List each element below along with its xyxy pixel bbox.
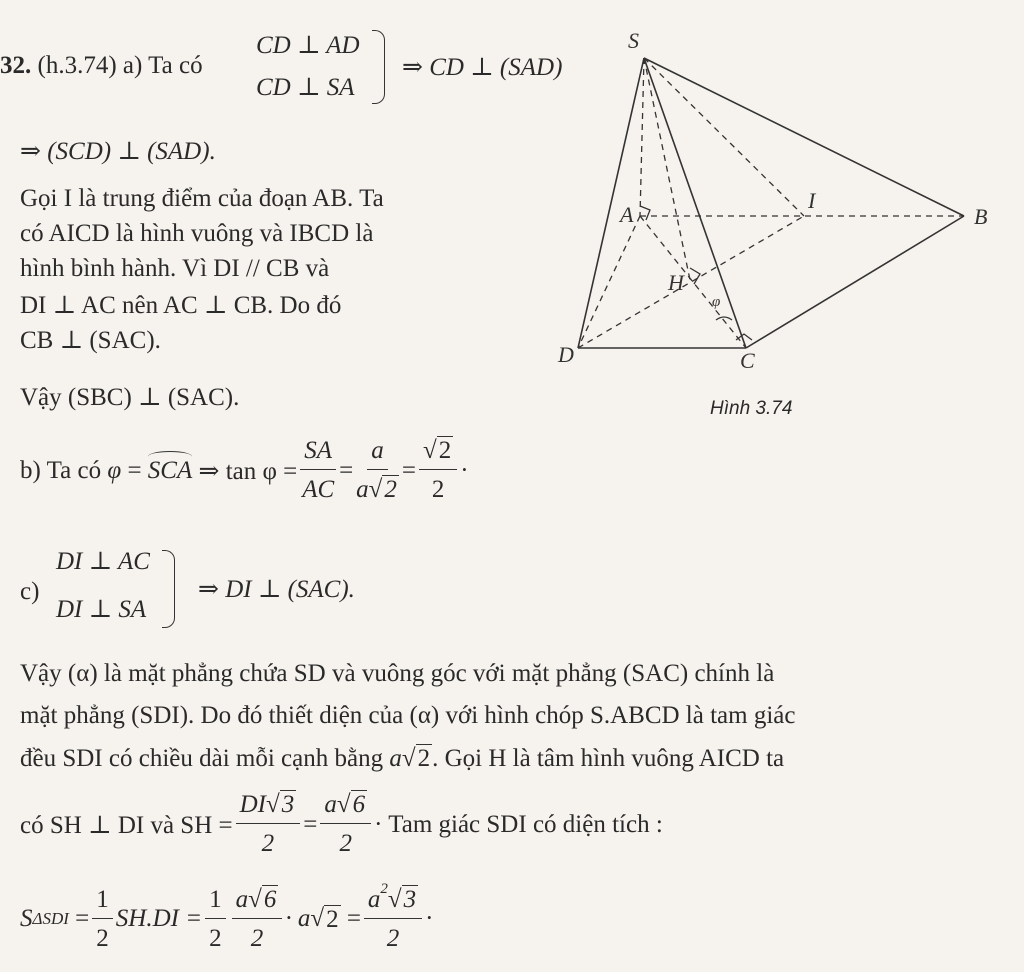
angle-phi-arc [716,317,732,320]
problem-number: 32. (h.3.74) a) Ta có [0,52,203,79]
label-a: A [620,202,634,227]
conclusion-line-1: Vậy (α) là mặt phẳng chứa SD và vuông góc với mặt phẳng (SAC) chính là [20,660,775,687]
part-c-result: ⇒ DI ⊥ (SAC). [198,576,355,603]
part-b: b) Ta có φ = SCA ⇒ tan φ = $\frac{SA}{AC}$ = $\frac{a}{a√2}$ = $\frac{√2}{2}$ · [20,437,469,503]
tan-phi: ⇒ tan φ = [198,457,298,485]
right-angle-h [690,268,700,284]
label-h: H [668,270,684,295]
figure-caption: Hình 3.74 [710,398,793,419]
paragraph-line: CB ⊥ (SAC). [20,327,161,354]
conclusion-a: Vậy (SBC) ⊥ (SAC). [20,384,240,411]
conclusion-line-4: có SH ⊥ DI và SH = $\frac{DI√3}{2}$ = $\frac{a√6}{2}$ · Tam giác SDI có diện tích : [20,791,663,857]
edge-sa [640,58,644,216]
fraction-a-sqrt6-2: $\frac{a√6}{2}$ [232,885,283,954]
pyramid-figure [540,28,1010,388]
edge-ad [578,216,640,348]
label-c: C [740,348,755,373]
part-b-phi: φ [107,456,122,484]
fraction-a-asqrt2: $\frac{a}{a√2}$ [356,437,397,503]
fraction-a-sqrt6: $\frac{a√6}{2}$ [320,790,371,859]
label-s: S [628,28,639,53]
edge-sd [578,58,644,348]
edge-si [644,58,804,216]
edge-di [578,216,804,348]
system-line-1: CD ⊥ AD [256,32,360,59]
fraction-result: $\frac{a^2√3}{2}$ [364,884,422,954]
area-formula: S ΔSDI = $\frac{1}{2}$ SH.DI = $\frac{1}{2}$ $\frac{a√6}{2}$ · a √ 2 = $\frac{a^2√3}{2}$ · [20,881,434,952]
system-result: ⇒ CD ⊥ (SAD) [402,54,563,81]
fraction-sqrt2-2: $\frac{√2}{2}$ [419,436,457,505]
part-c-line-1: DI ⊥ AC [56,548,150,575]
label-d: D [558,342,574,367]
conclusion-line-3: đều SDI có chiều dài mỗi cạnh bằng a √ 2 . Gọi H là tâm hình vuông AICD ta [20,744,785,772]
line-scd-sad: ⇒ (SCD) ⊥ (SAD). [20,138,216,165]
fraction-di-sqrt3: $\frac{DI√3}{2}$ [236,790,301,859]
label-b: B [974,204,988,229]
part-c-brace [162,550,175,628]
edge-ac [640,216,746,348]
angle-sca: SCA [147,456,193,484]
paragraph-line: Gọi I là trung điểm của đoạn AB. Ta [20,185,384,212]
system-brace [372,30,385,104]
label-phi: φ [712,294,721,310]
edge-cb [746,216,964,348]
fraction-half-2: $\frac{1}{2}$ [205,885,226,954]
paragraph-line: có AICD là hình vuông và IBCD là [20,220,374,247]
label-i: I [808,188,816,213]
system-line-2: CD ⊥ SA [256,74,355,101]
part-b-prefix: b) Ta có [20,456,102,484]
paragraph-line: DI ⊥ AC nên AC ⊥ CB. Do đó [20,292,342,319]
paragraph-line: hình bình hành. Vì DI // CB và [20,255,330,282]
conclusion-line-2: mặt phẳng (SDI). Do đó thiết diện của (α) với hình chóp S.ABCD là tam giác [20,702,796,729]
part-c-line-2: DI ⊥ SA [56,596,147,623]
fraction-sa-ac: $\frac{SA}{AC}$ [302,437,335,503]
part-c-prefix: c) [20,578,40,605]
fraction-half: $\frac{1}{2}$ [92,885,113,954]
